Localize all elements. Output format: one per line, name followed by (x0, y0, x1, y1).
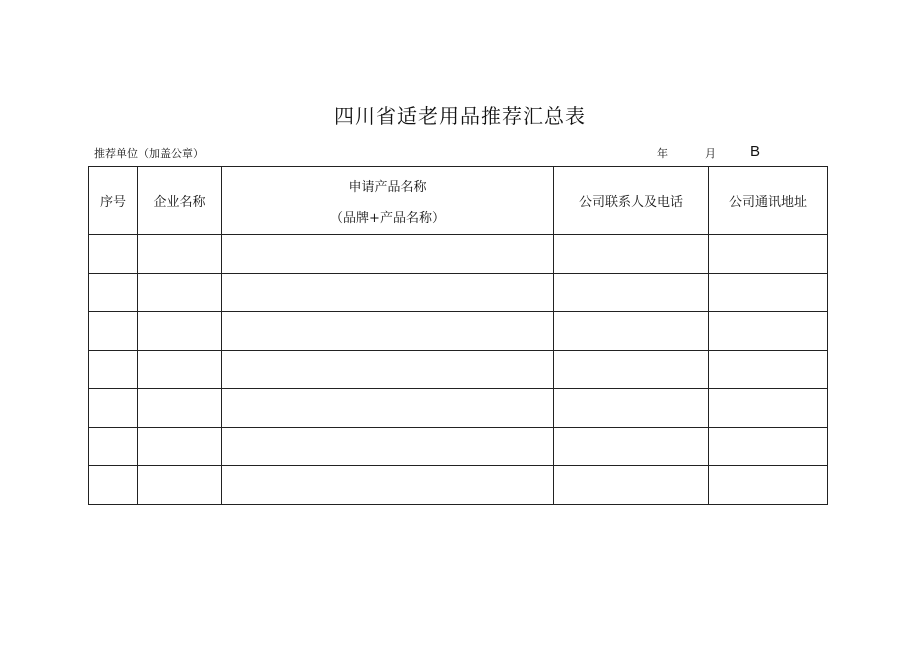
seq-cell[interactable] (89, 273, 138, 312)
address-cell[interactable] (709, 427, 828, 466)
month-label: 月 (705, 147, 716, 160)
table-row (89, 273, 828, 312)
address-cell[interactable] (709, 389, 828, 428)
table-row (89, 350, 828, 389)
header-row (89, 167, 828, 235)
product-name-cell[interactable] (222, 389, 554, 428)
header-address: 公司通讯地址 (709, 167, 828, 235)
contact-cell[interactable] (554, 350, 709, 389)
table-row (89, 466, 828, 505)
product-name-cell[interactable] (222, 427, 554, 466)
company-name-cell[interactable] (138, 427, 222, 466)
company-name-cell[interactable] (138, 466, 222, 505)
seq-cell[interactable] (89, 389, 138, 428)
table-row (89, 312, 828, 351)
seq-cell[interactable] (89, 427, 138, 466)
contact-cell[interactable] (554, 389, 709, 428)
address-cell[interactable] (709, 273, 828, 312)
address-cell[interactable] (709, 235, 828, 274)
seq-cell[interactable] (89, 466, 138, 505)
table-row (89, 389, 828, 428)
seq-cell[interactable] (89, 312, 138, 351)
day-label: B (750, 143, 761, 160)
summary-table (88, 166, 828, 505)
address-cell[interactable] (709, 312, 828, 351)
product-name-cell[interactable] (222, 312, 554, 351)
contact-cell[interactable] (554, 312, 709, 351)
contact-cell[interactable] (554, 427, 709, 466)
seq-cell[interactable] (89, 235, 138, 274)
table-body (89, 235, 828, 505)
company-name-cell[interactable] (138, 312, 222, 351)
header-seq: 序号 (89, 167, 138, 235)
table-row (89, 427, 828, 466)
address-cell[interactable] (709, 466, 828, 505)
table-row (89, 235, 828, 274)
address-cell[interactable] (709, 350, 828, 389)
header-product-name-line1: 申请产品名称 (348, 179, 427, 195)
product-name-cell[interactable] (222, 466, 554, 505)
header-product-name-line2: （品牌+产品名称） (330, 210, 445, 226)
contact-cell[interactable] (554, 273, 709, 312)
seq-cell[interactable] (89, 350, 138, 389)
recommending-unit-label: 推荐单位（加盖公章） (94, 147, 204, 160)
contact-cell[interactable] (554, 235, 709, 274)
product-name-cell[interactable] (222, 273, 554, 312)
company-name-cell[interactable] (138, 389, 222, 428)
product-name-cell[interactable] (222, 235, 554, 274)
header-contact: 公司联系人及电话 (554, 167, 709, 235)
product-name-cell[interactable] (222, 350, 554, 389)
company-name-cell[interactable] (138, 350, 222, 389)
header-product-name (222, 167, 554, 235)
contact-cell[interactable] (554, 466, 709, 505)
company-name-cell[interactable] (138, 235, 222, 274)
company-name-cell[interactable] (138, 273, 222, 312)
header-company-name: 企业名称 (138, 167, 222, 235)
year-label: 年 (657, 147, 668, 160)
page-title: 四川省适老用品推荐汇总表 (334, 104, 586, 128)
